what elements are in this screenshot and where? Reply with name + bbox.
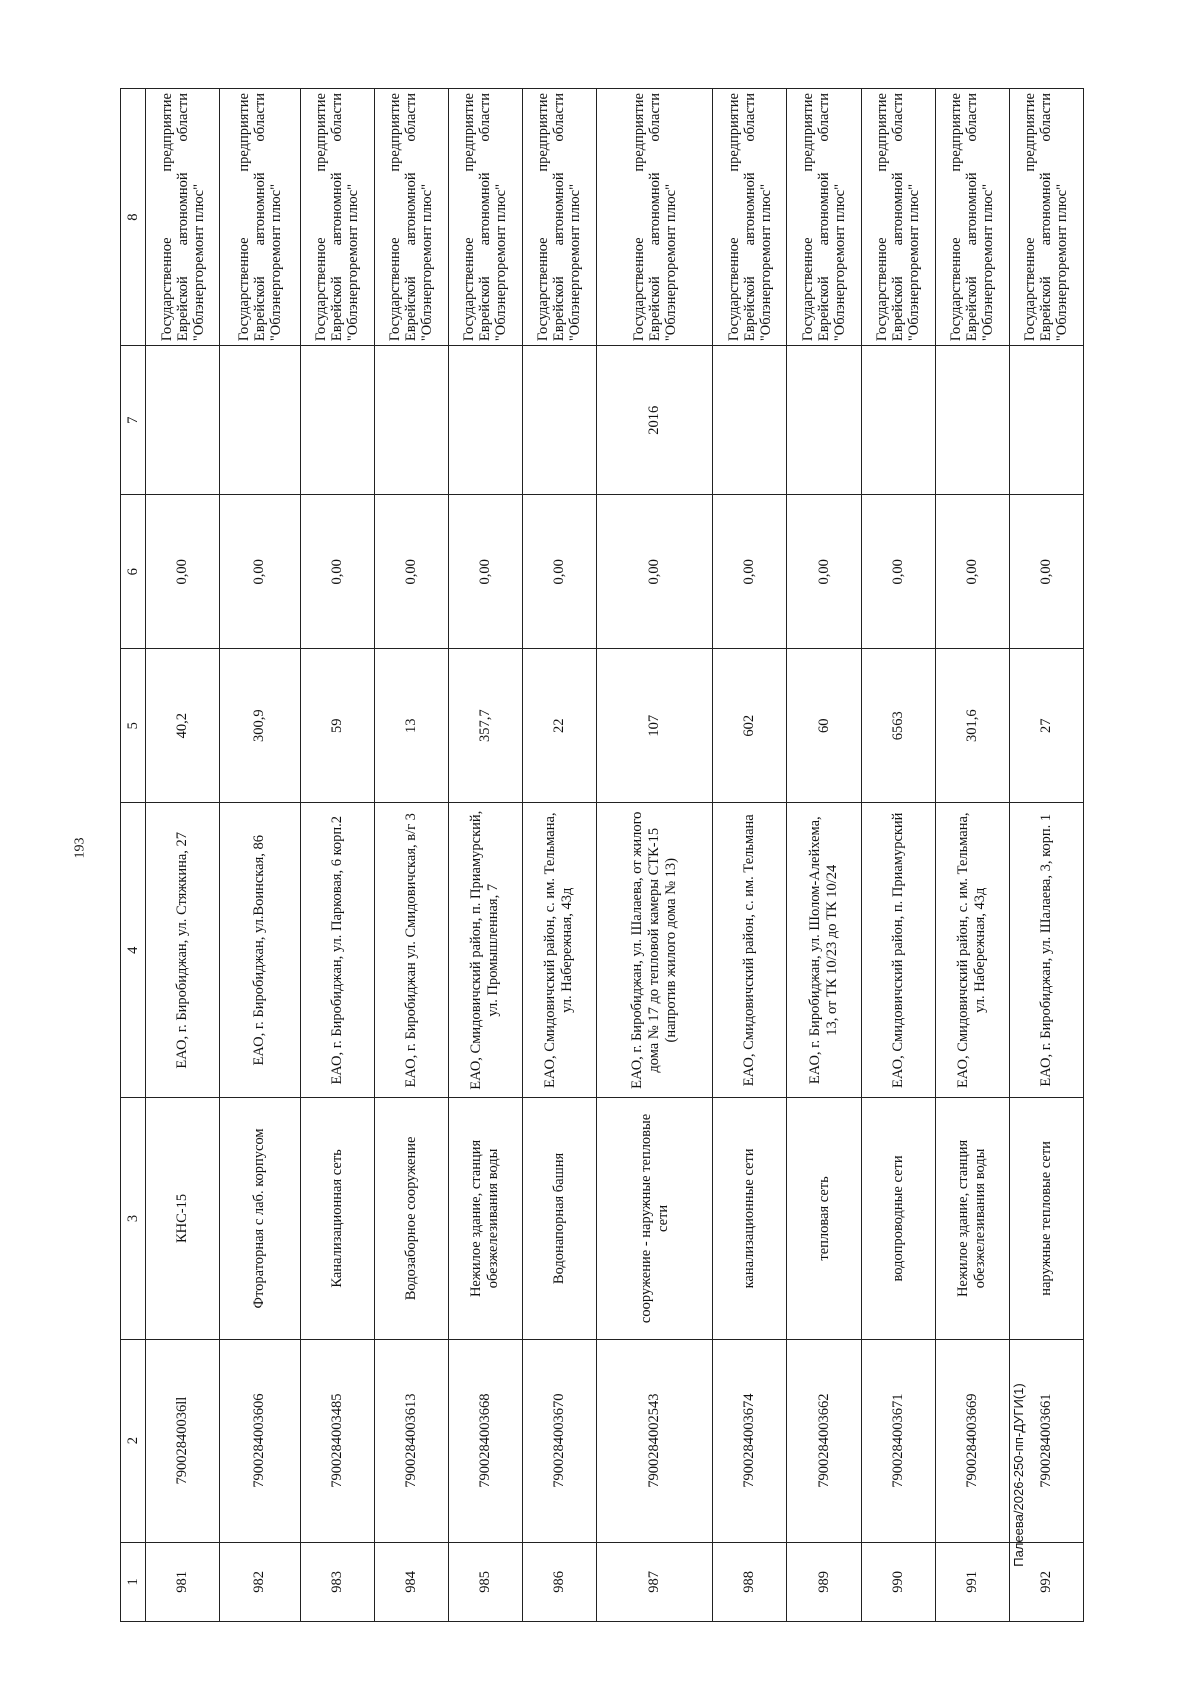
owner-cell — [300, 89, 374, 346]
column-number: 5 — [121, 649, 146, 803]
address-cell: ЕАО, г. Биробиджан, ул. Парковая, 6 корп.2 — [300, 803, 374, 1098]
object-name-cell: Водонапорная башня — [522, 1098, 596, 1339]
area-cell: 107 — [596, 649, 712, 803]
row-number-cell: 987 — [596, 1542, 712, 1621]
cadastral-number-cell: 7900284003613 — [374, 1339, 448, 1542]
address-cell: ЕАО, Смидовичский район, с. им. Тельмана, ул. Набережная, 43д — [522, 803, 596, 1098]
owner-line: "Облэнергоремонт плюс" — [567, 183, 584, 342]
owner-line: Еврейской автономной области — [174, 93, 191, 342]
owner-cell — [713, 89, 787, 346]
property-table — [120, 88, 1084, 1622]
area-cell: 60 — [787, 649, 861, 803]
value-cell: 0,00 — [596, 495, 712, 649]
row-number-cell: 989 — [787, 1542, 861, 1621]
object-name-cell: Нежилое здание, станция обезжелезивания воды — [448, 1098, 522, 1339]
object-name-cell: водопроводные сети — [861, 1098, 935, 1339]
owner-line: Еврейской автономной области — [890, 93, 907, 342]
area-cell: 602 — [713, 649, 787, 803]
owner-line: "Облэнергоремонт плюс" — [906, 183, 923, 342]
owner-line: "Облэнергоремонт плюс" — [980, 183, 997, 342]
owner-line: Еврейской автономной области — [251, 93, 268, 342]
year-cell — [935, 346, 1009, 495]
table-row — [787, 89, 861, 1622]
table-row — [861, 89, 935, 1622]
cadastral-number-cell: 7900284003661 — [1009, 1339, 1083, 1542]
owner-cell — [935, 89, 1009, 346]
address-cell: ЕАО, г. Биробиджан, ул. Стяжкина, 27 — [146, 803, 220, 1098]
owner-line: Государственное предприятие — [1022, 93, 1039, 342]
owner-line: Еврейской автономной области — [329, 93, 346, 342]
owner-line: Государственное предприятие — [235, 93, 252, 342]
column-number: 7 — [121, 346, 146, 495]
cadastral-number-cell: 7900284003485 — [300, 1339, 374, 1542]
owner-line: "Облэнергоремонт плюс" — [267, 183, 284, 342]
owner-line: Государственное предприятие — [387, 93, 404, 342]
table-row — [448, 89, 522, 1622]
area-cell: 301,6 — [935, 649, 1009, 803]
table-row — [522, 89, 596, 1622]
column-number: 8 — [121, 89, 146, 346]
owner-cell — [1009, 89, 1083, 346]
owner-line: "Облэнергоремонт плюс" — [662, 183, 679, 342]
table-row — [596, 89, 712, 1622]
address-cell: ЕАО, Смидовичский район, п. Приамурский — [861, 803, 935, 1098]
row-number-cell: 985 — [448, 1542, 522, 1621]
owner-cell — [522, 89, 596, 346]
table-row — [146, 89, 220, 1622]
owner-line: Государственное предприятие — [313, 93, 330, 342]
area-cell: 13 — [374, 649, 448, 803]
area-cell: 27 — [1009, 649, 1083, 803]
row-number-cell: 982 — [220, 1542, 300, 1621]
owner-line: Еврейской автономной области — [964, 93, 981, 342]
owner-line: "Облэнергоремонт плюс" — [493, 183, 510, 342]
object-name-cell: Нежилое здание, станция обезжелезивания воды — [935, 1098, 1009, 1339]
value-cell: 0,00 — [300, 495, 374, 649]
value-cell: 0,00 — [146, 495, 220, 649]
table-row — [713, 89, 787, 1622]
column-number: 3 — [121, 1098, 146, 1339]
column-number: 4 — [121, 803, 146, 1098]
value-cell: 0,00 — [448, 495, 522, 649]
owner-line: Государственное предприятие — [158, 93, 175, 342]
table-row — [220, 89, 300, 1622]
row-number-cell: 988 — [713, 1542, 787, 1621]
owner-line: "Облэнергоремонт плюс" — [832, 183, 849, 342]
year-cell — [220, 346, 300, 495]
row-number-cell: 984 — [374, 1542, 448, 1621]
area-cell: 59 — [300, 649, 374, 803]
object-name-cell: канализационные сети — [713, 1098, 787, 1339]
owner-cell — [146, 89, 220, 346]
cadastral-number-cell: 7900284002543 — [596, 1339, 712, 1542]
object-name-cell: Водозаборное сооружение — [374, 1098, 448, 1339]
year-cell — [861, 346, 935, 495]
table-row — [935, 89, 1009, 1622]
cadastral-number-cell: 7900284003671 — [861, 1339, 935, 1542]
value-cell: 0,00 — [713, 495, 787, 649]
value-cell: 0,00 — [522, 495, 596, 649]
row-number-cell: 990 — [861, 1542, 935, 1621]
page-number: 193 — [72, 837, 88, 859]
object-name-cell: тепловая сеть — [787, 1098, 861, 1339]
owner-line: Государственное предприятие — [725, 93, 742, 342]
area-cell: 40,2 — [146, 649, 220, 803]
year-cell — [1009, 346, 1083, 495]
year-cell — [522, 346, 596, 495]
owner-cell — [787, 89, 861, 346]
cadastral-number-cell: 7900284003606 — [220, 1339, 300, 1542]
address-cell: ЕАО, г. Биробиджан, ул.Воинская, 86 — [220, 803, 300, 1098]
owner-cell — [596, 89, 712, 346]
year-cell — [146, 346, 220, 495]
object-name-cell: Канализационная сеть — [300, 1098, 374, 1339]
owner-line: Государственное предприятие — [535, 93, 552, 342]
year-cell — [713, 346, 787, 495]
object-name-cell: наружные тепловые сети — [1009, 1098, 1083, 1339]
owner-line: Еврейской автономной области — [551, 93, 568, 342]
value-cell: 0,00 — [861, 495, 935, 649]
year-cell — [300, 346, 374, 495]
cadastral-number-cell: 7900284003662 — [787, 1339, 861, 1542]
value-cell: 0,00 — [787, 495, 861, 649]
owner-line: Государственное предприятие — [800, 93, 817, 342]
area-cell: 6563 — [861, 649, 935, 803]
column-number: 1 — [121, 1542, 146, 1621]
row-number-cell: 991 — [935, 1542, 1009, 1621]
year-cell: 2016 — [596, 346, 712, 495]
owner-line: Государственное предприятие — [874, 93, 891, 342]
address-cell: ЕАО, Смидовичский район, п. Приамурский, ул. Промышленная, 7 — [448, 803, 522, 1098]
owner-line: Еврейской автономной области — [1038, 93, 1055, 342]
rotated-table-container — [120, 88, 1084, 1622]
owner-line: Государственное предприятие — [948, 93, 965, 342]
row-number-cell: 986 — [522, 1542, 596, 1621]
row-number-cell: 983 — [300, 1542, 374, 1621]
footer-reference: Палеева/2026-250-пп-ДУГИ(1) — [1011, 1383, 1026, 1567]
owner-line: Еврейской автономной области — [403, 93, 420, 342]
column-number: 2 — [121, 1339, 146, 1542]
owner-line: "Облэнергоремонт плюс" — [757, 183, 774, 342]
owner-line: Государственное предприятие — [630, 93, 647, 342]
address-cell: ЕАО, г. Биробиджан ул. Смидовичская, в/г 3 — [374, 803, 448, 1098]
table-row — [300, 89, 374, 1622]
year-cell — [374, 346, 448, 495]
row-number-cell: 992 — [1009, 1542, 1083, 1621]
address-cell: ЕАО, Смидовичский район, с. им. Тельмана — [713, 803, 787, 1098]
table-row — [374, 89, 448, 1622]
address-cell: ЕАО, г. Биробиджан, ул. Шолом-Алейхема, 13, от ТК 10/23 до ТК 10/24 — [787, 803, 861, 1098]
cadastral-number-cell: 7900284003669 — [935, 1339, 1009, 1542]
column-number-row — [121, 89, 146, 1622]
owner-line: Государственное предприятие — [461, 93, 478, 342]
owner-line: "Облэнергоремонт плюс" — [190, 183, 207, 342]
owner-line: Еврейской автономной области — [741, 93, 758, 342]
column-number: 6 — [121, 495, 146, 649]
owner-line: Еврейской автономной области — [477, 93, 494, 342]
value-cell: 0,00 — [374, 495, 448, 649]
area-cell: 22 — [522, 649, 596, 803]
cadastral-number-cell: 7900284003668 — [448, 1339, 522, 1542]
cadastral-number-cell: 7900284003670 — [522, 1339, 596, 1542]
owner-line: Еврейской автономной области — [816, 93, 833, 342]
object-name-cell: КНС-15 — [146, 1098, 220, 1339]
value-cell: 0,00 — [1009, 495, 1083, 649]
owner-cell — [448, 89, 522, 346]
cadastral-number-cell: 7900284003674 — [713, 1339, 787, 1542]
owner-line: "Облэнергоремонт плюс" — [1054, 183, 1071, 342]
address-cell: ЕАО, г. Биробиджан, ул. Шалаева, от жилого дома № 17 до тепловой камеры СТК-15 (напротив жилого дома № 13) — [596, 803, 712, 1098]
owner-cell — [374, 89, 448, 346]
owner-line: "Облэнергоремонт плюс" — [419, 183, 436, 342]
address-cell: ЕАО, г. Биробиджан, ул. Шалаева, 3, корп. 1 — [1009, 803, 1083, 1098]
owner-cell — [220, 89, 300, 346]
address-cell: ЕАО, Смидовичский район, с. им. Тельмана, ул. Набережная, 43д — [935, 803, 1009, 1098]
year-cell — [787, 346, 861, 495]
object-name-cell: Фтораторная с лаб. корпусом — [220, 1098, 300, 1339]
owner-line: Еврейской автономной области — [646, 93, 663, 342]
value-cell: 0,00 — [935, 495, 1009, 649]
year-cell — [448, 346, 522, 495]
value-cell: 0,00 — [220, 495, 300, 649]
area-cell: 300,9 — [220, 649, 300, 803]
object-name-cell: сооружение - наружные тепловые сети — [596, 1098, 712, 1339]
area-cell: 357,7 — [448, 649, 522, 803]
owner-line: "Облэнергоремонт плюс" — [345, 183, 362, 342]
owner-cell — [861, 89, 935, 346]
cadastral-number-cell: 79002840036ll — [146, 1339, 220, 1542]
row-number-cell: 981 — [146, 1542, 220, 1621]
